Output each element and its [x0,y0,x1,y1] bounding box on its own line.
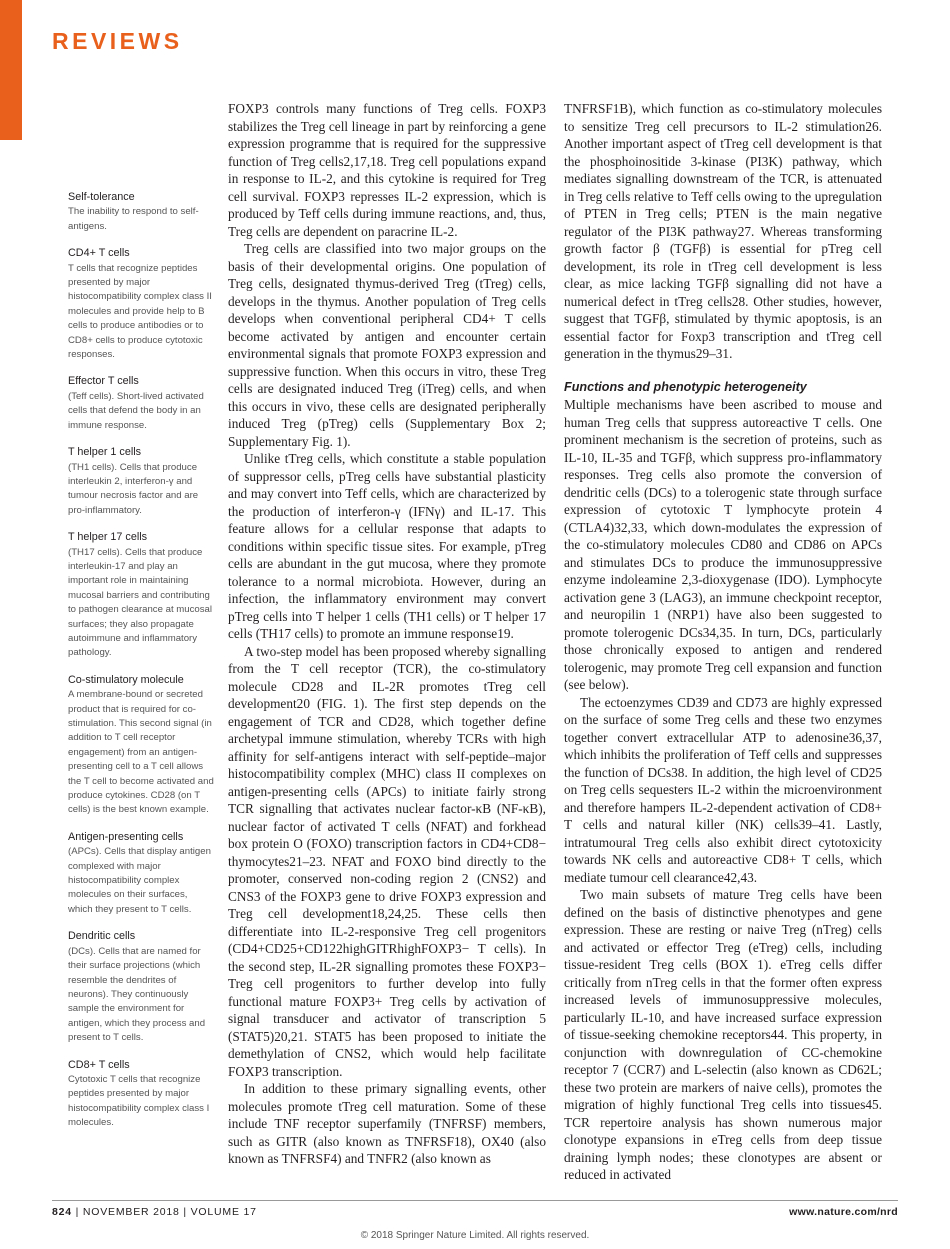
body-column-left [228,100,546,1168]
glossary-definition: (DCs). Cells that are named for their surface projections (which resemble the dendrites of neurons). They continuously sample the environment for antigen, which they process and present to T cells. [68,945,206,1044]
glossary-entry [68,929,214,1045]
glossary-entry [68,374,214,433]
page-number: 824 [52,1206,72,1218]
footer-separator: | [71,1206,83,1218]
body-paragraph: FOXP3 controls many functions of Treg cells. FOXP3 stabilizes the Treg cell lineage in part by reinforcing a gene expression programme that is required for the suppressive function of Treg cells2,17,18. Treg cell populations expand in response to IL-2, and this cytokine is required for Treg cell survival. FOXP3 represses IL-2 expression, which is produced by Teff cells during immune reactions, and, thus, Treg cells are dependent on paracrine IL-2. [228,101,546,239]
glossary-entry [68,1058,214,1131]
body-paragraph: Unlike tTreg cells, which constitute a stable population of suppressor cells, pTreg cells have substantial plasticity and may convert into Teff cells, which are characterized by the production of interferon-γ (IFNγ) and IL-17. This feature allows for a cellular response that adapts to conditions within specific tissue sites. For example, pTreg cells are abundant in the gut mucosa, where they promote tolerance to a normal microbiota. However, during an infection, the inflammatory environment may convert pTreg cells into T helper 1 cells (TH1 cells) or T helper 17 cells (TH17 cells) to promote an immune response19. [228,451,546,641]
journal-url[interactable]: www.nature.com/nrd [789,1206,898,1218]
body-paragraph: In addition to these primary signalling events, other molecules promote tTreg cell maturation. Some of these include TNF receptor superfamily (TNFRSF) members, such as GITR (also known as TNFRSF18), OX40 (also known as TNFRSF4) and TNFR2 (also known as [228,1081,546,1166]
glossary-entry [68,445,214,518]
glossary-definition: The inability to respond to self-antigens. [68,206,199,232]
body-column-right [564,100,882,1184]
glossary-entry [68,190,214,234]
glossary-term: Dendritic cells [68,930,136,943]
body-paragraph: TNFRSF1B), which function as co-stimulatory molecules to sensitize Treg cell precursors to IL-2 stimulation26. Another important aspect of tTreg cell development is that the phosphoinositide 3-kinase (PI3K) pathway, which mediates signalling downstream of the TCR, is attenuated in Treg cells relative to Teff cells owing to the upregulation of PTEN in Treg cells; PTEN is the main negative regulator of the PI3K pathway27. Whereas transforming growth factor β (TGFβ) is essential for pTreg cell development, its role in tTreg cell development is less clear, as mice lacking TGFβ signalling did not have a numerical defect in tTreg cells28. Other studies, however, suggest that TGFβ, stimulated by thymic apoptosis, is an essential factor for Foxp3 transcription and tTreg cell generation in the thymus29–31. [564,101,882,361]
footer-rule [52,1200,898,1201]
body-paragraph: A two-step model has been proposed whereby signalling from the T cell receptor (TCR), the co-stimulatory molecule CD28 and IL-2R promotes tTreg cell development20 (FIG. 1). The first step depends on the engagement of TCR and CD28, which together define archetypal immune stimulation, whereby TCRs with high affinity for self-antigens interact with self-peptide–major histocompatibility complex (MHC) class II complexes on antigen-presenting cells (APCs) to initiate fairly strong TCR signalling that activates nuclear factor-κB (NF-κB), nuclear factor of activated T cells (NFAT) and forkhead box protein O (FOXO) transcription factors in CD4+CD8− thymocytes21–23. NFAT and FOXO bind directly to the promoter, conserved non-coding region 2 (CNS2) and CNS3 of the FOXP3 gene to drive FOXP3 expression and Treg cell development18,24,25. These cells then differentiate into IL-2-responsive Treg cell progenitors (CD4+CD25+CD122highGITRhighFOXP3− T cells). In the second step, IL-2R signalling promotes these FOXP3− Treg cell progenitors to further develop into fully functional mature FOXP3+ Treg cells by activation of signal transducer and activator of transcription 5 (STAT5)20,21. STAT5 has been proposed to initiate the demethylation of CNS2, which would help facilitate FOXP3 transcription. [228,643,546,1079]
glossary-sidebar [68,190,214,1143]
glossary-term: Co-stimulatory molecule [68,673,184,686]
glossary-definition: A membrane-bound or secreted product that is required for co-stimulation. This second signal (in addition to T cell receptor engagement) from an antigen-presenting cell to a T cell allows the T cell to become activated and produce cytokines. CD28 (on T cells) is the best known example. [68,689,214,816]
glossary-definition: (TH1 cells). Cells that produce interleukin 2, interferon-γ and tumour necrosis factor and are pro-inflammatory. [68,461,199,516]
glossary-definition: (Teff cells). Short-lived activated cells that defend the body in an immune response. [68,390,204,431]
body-paragraph: The ectoenzymes CD39 and CD73 are highly expressed on the surface of some Treg cells and these two enzymes together convert extracellular ATP to adenosine36,37, which inhibits the proliferation of Teff cells and suppresses the function of DCs38. In addition, the high level of CD25 on Treg cells sequesters IL-2 within the microenvironment and therefore hampers IL-2-dependent activation of CD8+ T cells and natural killer (NK) cells39–41. Lastly, intratumoural Treg cells also exhibit direct cytotoxicity towards NK cells and autoreactive CD8+ T cells, which mediate tumour cell clearance42,43. [564,694,882,885]
glossary-term: CD4+ T cells [68,247,130,260]
body-paragraph: Treg cells are classified into two major groups on the basis of their developmental origins. One population of Treg cells, designated thymus-derived Treg (tTreg) cells, develops in the thymus. Another population of Treg cells develops when conventional peripheral CD4+ T cells become activated by antigen and encounter certain environmental signals that promote FOXP3 expression and suppressive function. When this occurs in vitro, these Treg cells are designated induced Treg (iTreg) cells, and when this occurs in vivo, these cells are designated peripherally induced Treg (pTreg) cells (Supplementary Box 2; Supplementary Fig. 1). [228,241,546,449]
glossary-term: T helper 17 cells [68,531,148,544]
glossary-entry [68,530,214,661]
glossary-definition: (TH17 cells). Cells that produce interleukin-17 and play an important role in maintaining mucosal barriers and contributing to pathogen clearance at mucosal surfaces; they also propagate autoimmune and inflammatory pathology. [68,546,212,659]
glossary-term: CD8+ T cells [68,1058,130,1071]
section-heading: Functions and phenotypic heterogeneity [564,379,807,394]
glossary-term: Self-tolerance [68,191,135,203]
body-paragraph: Two main subsets of mature Treg cells have been defined on the basis of distinctive phenotypes and gene expression. These are resting or naive Treg (nTreg) cells and activated or effector Treg (eTreg) cells, including tissue-resident Treg cells (BOX 1). eTreg cells differ critically from nTreg cells in that the former often express increased levels of immunosuppressive molecules, particularly IL-10, and have increased surface expression of tissue-seeking chemokine receptors44. This property, in conjunction with downregulation of CC-chemokine receptor 7 (CCR7) and L-selectin (also known as CD62L; these two protein are markers of naive cells), promotes the migration of highly functional Treg cells into tissues45. TCR repertoire analysis has shown numerous major clonotype expansions in eTreg cells from deep tissue draining lymph nodes; these clonotypes are absent or reduced in activated [564,887,882,1182]
section-label: REVIEWS [52,28,183,54]
glossary-entry [68,830,214,917]
glossary-term: Antigen-presenting cells [68,830,184,843]
issue-date-volume: NOVEMBER 2018 | VOLUME 17 [82,1206,257,1218]
body-paragraph: Multiple mechanisms have been ascribed to mouse and human Treg cells that suppress autoreactive T cells. One prominent mechanism is the secretion of proteins, such as IL-10, IL-35 and TGFβ, which suppress pro-inflammatory responses. Treg cells also promote the conversion of dendritic cells (DCs) to a tolerogenic state through surface expression of cytotoxic T lymphocyte protein 4 (CTLA4)32,33, which down-modulates the expression of the co-stimulatory molecules CD80 and CD86 on APCs and stimulates DCs to produce the immunosuppressive enzyme indoleamine 2,3-dioxygenase (IDO). Lymphocyte activation gene 3 (LAG3), an immune checkpoint receptor, and neuropilin 1 (NRP1) have also been suggested to promote tolerogenic DCs34,35. In turn, DCs, particularly those chronically exposed to antigen and rendered tolerogenic, may promote Treg cell expansion and function (see below). [564,397,882,692]
section-accent-bar [0,0,22,140]
glossary-term: Effector T cells [68,375,139,388]
footer-page-info [52,1206,257,1218]
glossary-term: T helper 1 cells [68,446,142,459]
glossary-entry [68,673,214,818]
glossary-definition: (APCs). Cells that display antigen complexed with major histocompatibility complex molecules on their surfaces, which they present to T cells. [68,846,211,915]
glossary-definition: T cells that recognize peptides presented by major histocompatibility complex class II molecules and provide help to B cells to produce antibodies or to CD8+ cells to produce cytotoxic responses. [68,262,212,361]
glossary-definition: Cytotoxic T cells that recognize peptides presented by major histocompatibility complex class I molecules. [68,1073,210,1129]
glossary-entry [68,246,214,362]
copyright-notice: © 2018 Springer Nature Limited. All rights reserved. [360,1230,590,1241]
